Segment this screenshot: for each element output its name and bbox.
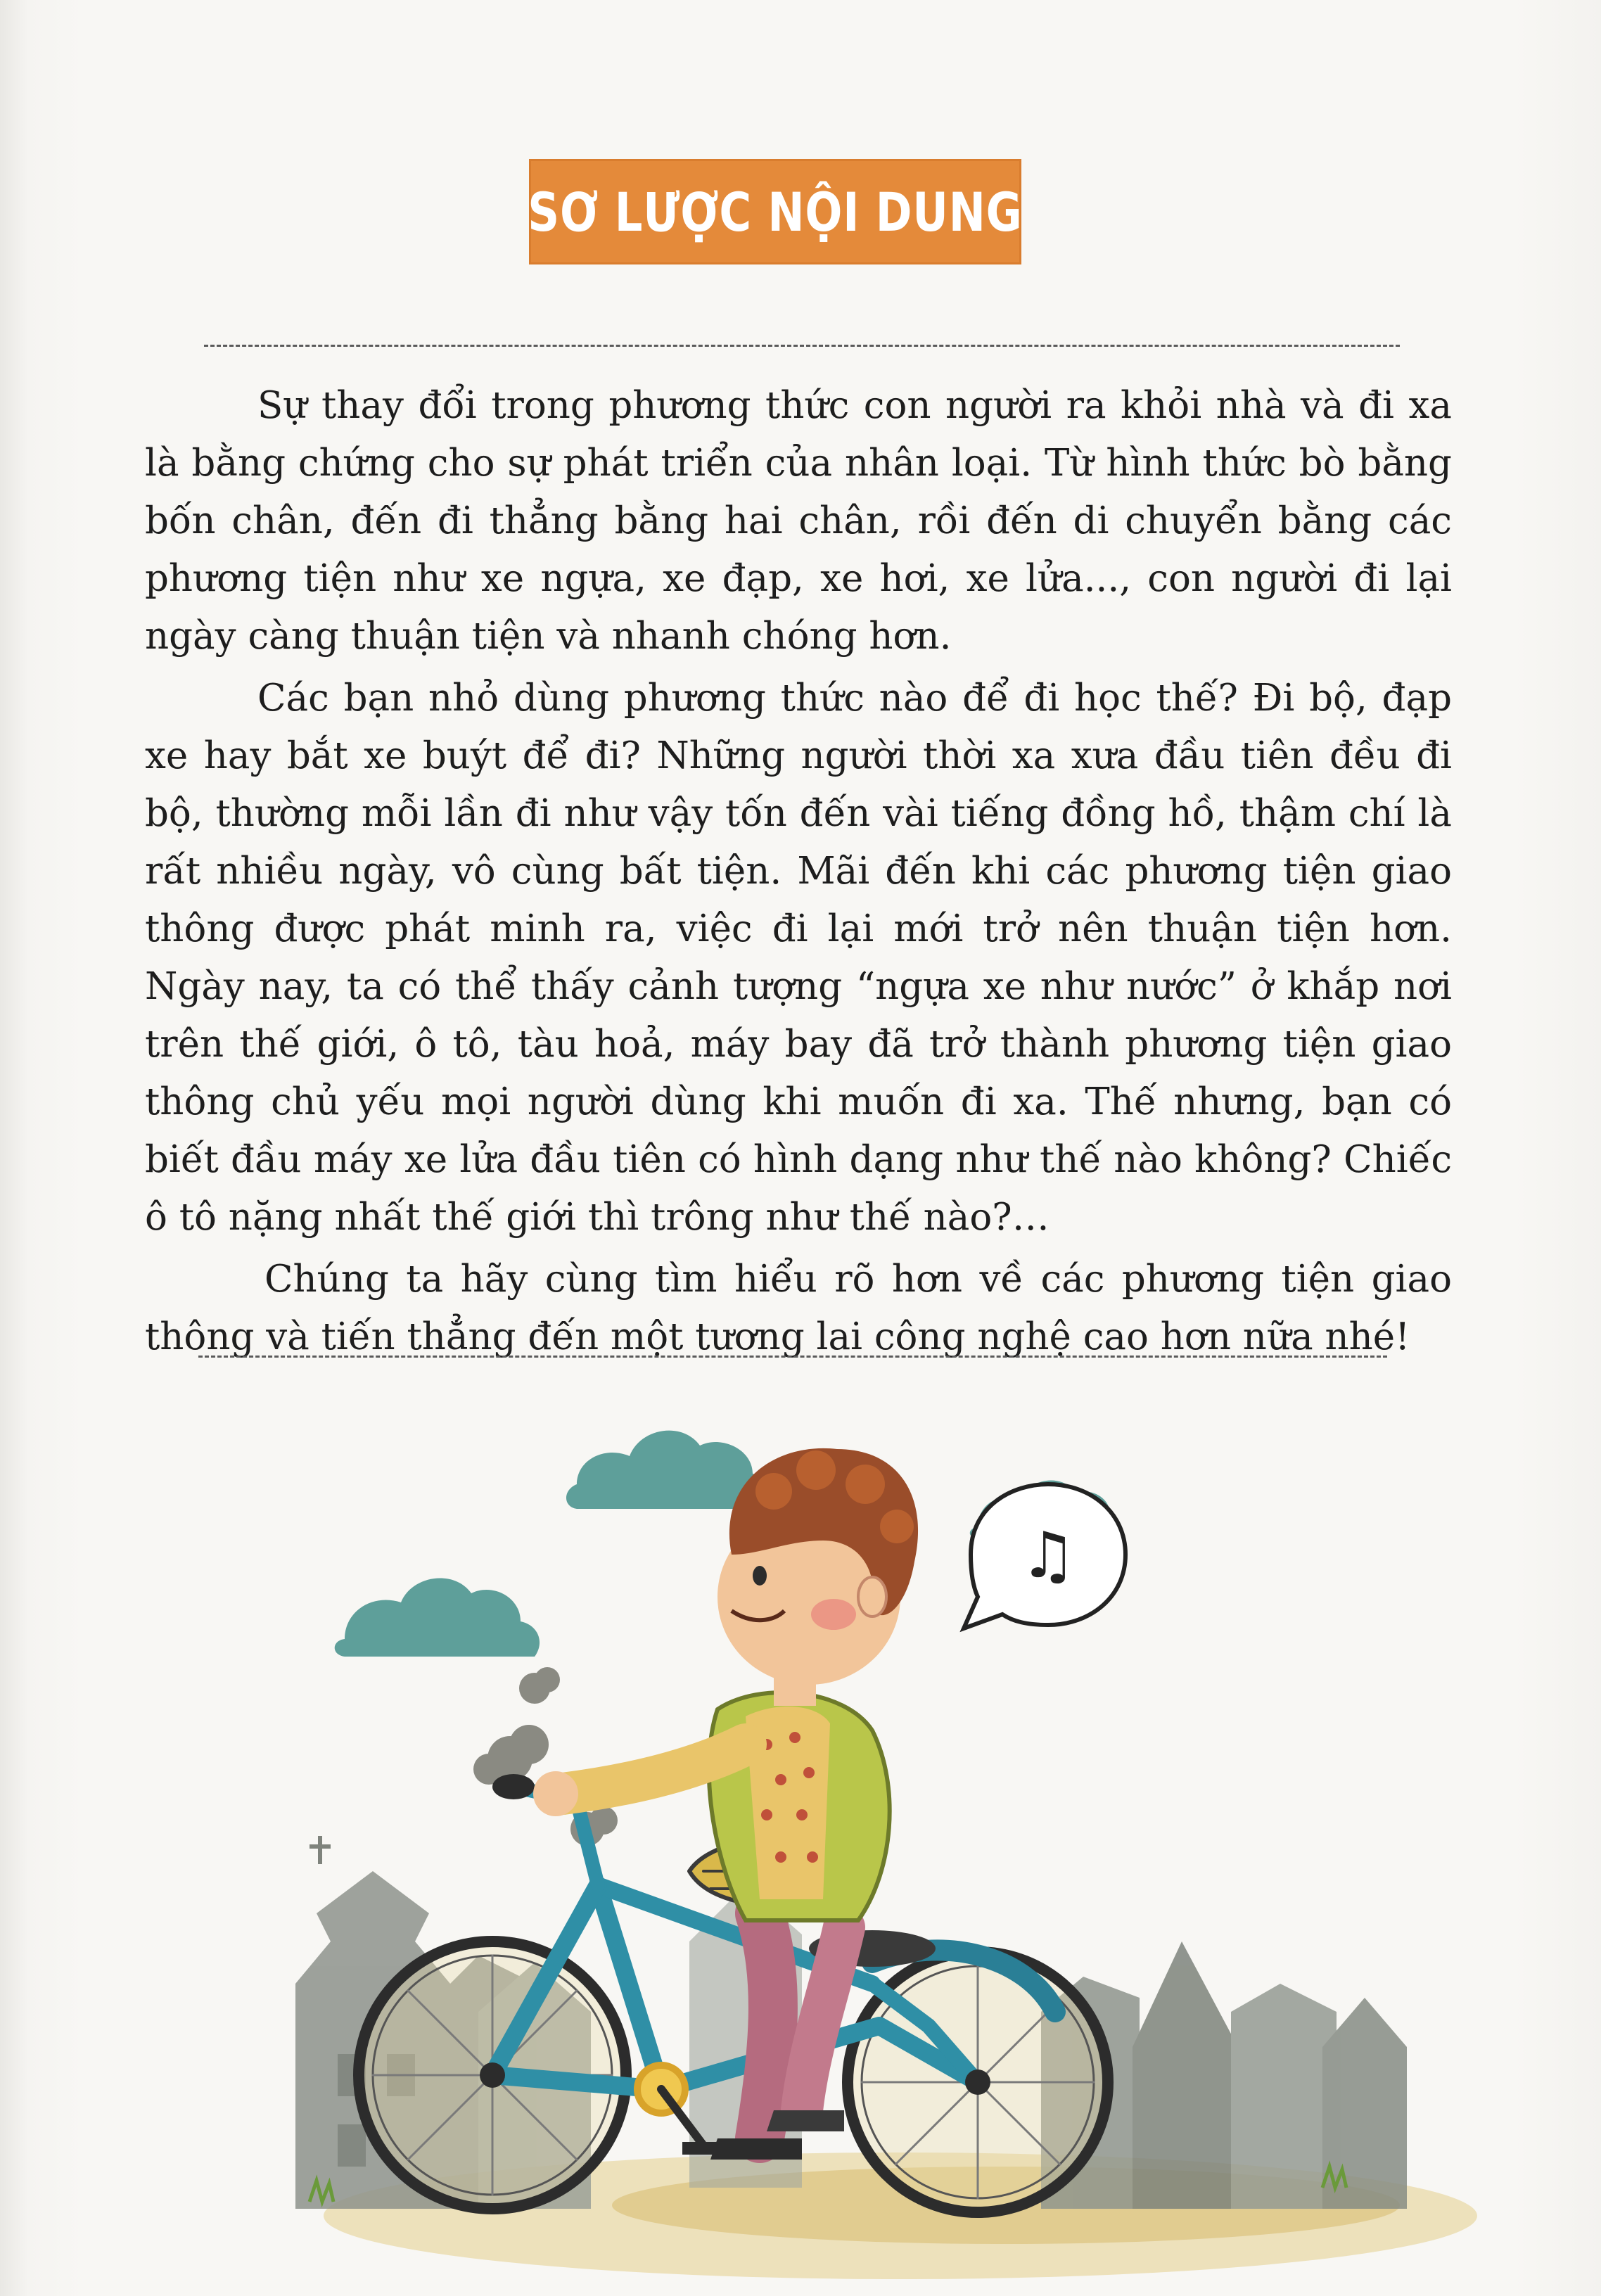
cloud-icon bbox=[335, 1578, 540, 1657]
exhaust-smoke bbox=[473, 1667, 618, 1846]
top-dashed-divider bbox=[204, 345, 1400, 347]
speech-bubble bbox=[964, 1484, 1125, 1628]
paragraph-3: Chúng ta hãy cùng tìm hiểu rõ hơn về các phương tiện giao thông và tiến thẳng đến một tương lai công nghệ cao hơn nữa nhé! bbox=[145, 1258, 1452, 1358]
boy-riding-bicycle-illustration bbox=[267, 1379, 1491, 2286]
section-title-box bbox=[529, 159, 1021, 264]
section-title: SƠ LƯỢC NỘI DUNG bbox=[528, 180, 1023, 243]
paragraph-2: Các bạn nhỏ dùng phương thức nào để đi học thế? Đi bộ, đạp xe hay bắt xe buýt để đi? Những người thời xa xưa đầu tiên đều đi bộ, thường mỗi lần đi như vậy tốn đến vài tiếng đồng hồ, thậm chí là rất nhiều ngày, vô cùng bất tiện. Mãi đến khi các phương tiện giao thông được phát minh ra, việc đi lại mới trở nên thuận tiện hơn. Ngày nay, ta có thể thấy cảnh tượng “ngựa xe như nước” ở khắp nơi trên thế giới, ô tô, tàu hoả, máy bay đã trở thành phương tiện giao thông chủ yếu mọi người dùng khi muốn đi xa. Thế nhưng, bạn có biết đầu máy xe lửa đầu tiên có hình dạng như thế nào không? Chiếc ô tô nặng nhất thế giới thì trông như thế nào?… bbox=[145, 677, 1452, 1239]
bottom-dashed-divider bbox=[198, 1356, 1387, 1358]
music-note-icon: ♫ bbox=[1019, 1519, 1077, 1593]
summary-text bbox=[145, 377, 1452, 1370]
paragraph-1: Sự thay đổi trong phương thức con người ra khỏi nhà và đi xa là bằng chứng cho sự phát triển của nhân loại. Từ hình thức bò bằng bốn chân, đến đi thẳng bằng hai chân, rồi đến di chuyển bằng các phương tiện như xe ngựa, xe đạp, xe hơi, xe lửa..., con người đi lại ngày càng thuận tiện và nhanh chóng hơn. bbox=[145, 384, 1452, 658]
